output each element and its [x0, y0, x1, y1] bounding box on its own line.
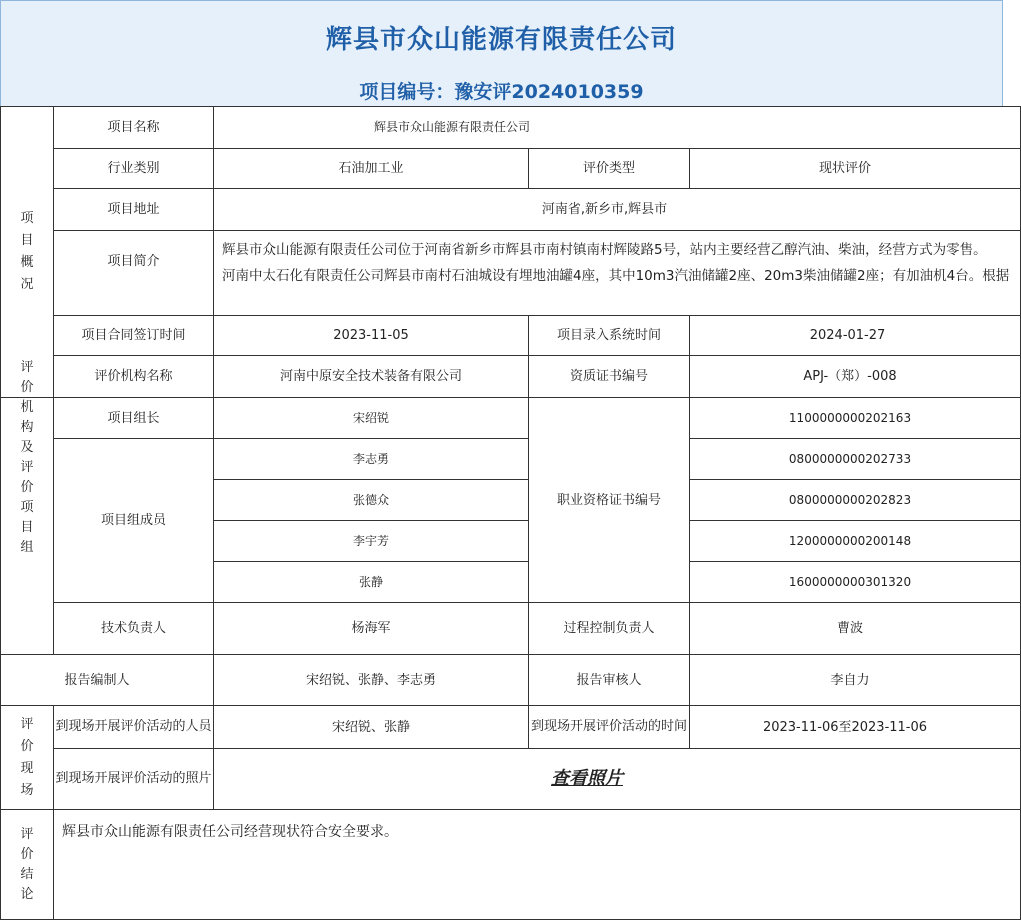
section-overview: 项目概况 [1, 107, 54, 398]
table-row [1, 398, 1021, 439]
section-onsite: 评价现场 [1, 706, 54, 810]
label-process-lead: 过程控制负责人 [529, 603, 690, 655]
label-qual-cert: 职业资格证书编号 [529, 398, 690, 603]
label-reviewer: 报告审核人 [529, 655, 690, 706]
label-onsite-time: 到现场开展评价活动的时间 [529, 706, 690, 749]
table-row [1, 655, 1021, 706]
value-eval-type: 现状评价 [690, 149, 1021, 189]
table-row [1, 356, 1021, 398]
label-intro: 项目简介 [54, 231, 214, 316]
view-photos-link[interactable]: 查看照片 [551, 767, 623, 789]
label-project-name: 项目名称 [54, 107, 214, 149]
label-leader: 项目组长 [54, 398, 214, 439]
label-industry: 行业类别 [54, 149, 214, 189]
value-member-cert: 0800000000202733 [690, 439, 1021, 480]
label-agency-name: 评价机构名称 [54, 356, 214, 398]
label-entry-time: 项目录入系统时间 [529, 316, 690, 356]
table-row [1, 316, 1021, 356]
value-entry-time: 2024-01-27 [690, 316, 1021, 356]
value-onsite-people: 宋绍锐、张静 [214, 706, 529, 749]
intro-line: 河南中太石化有限责任公司辉县市南村石油城设有埋地油罐4座，其中10m3汽油储罐2座、20m3柴油储罐2座；有加油机4台。根据 [222, 268, 1010, 284]
label-eval-type: 评价类型 [529, 149, 690, 189]
label-contract-time: 项目合同签订时间 [54, 316, 214, 356]
label-tech-lead: 技术负责人 [54, 603, 214, 655]
value-compiler: 宋绍锐、张静、李志勇 [214, 655, 529, 706]
table-row [1, 749, 1021, 810]
value-member-cert: 1600000000301320 [690, 562, 1021, 603]
value-member-cert: 1200000000200148 [690, 521, 1021, 562]
section-agency: 评价机构及评价项目组 [1, 398, 54, 655]
table-row [1, 107, 1021, 149]
value-intro [214, 231, 1021, 316]
label-onsite-photos: 到现场开展评价活动的照片 [54, 749, 214, 810]
value-member-name: 李志勇 [214, 439, 529, 480]
table-row [1, 189, 1021, 231]
value-leader: 宋绍锐 [214, 398, 529, 439]
company-title: 辉县市众山能源有限责任公司 [325, 25, 677, 55]
table-row [1, 603, 1021, 655]
value-reviewer: 李自力 [690, 655, 1021, 706]
table-row [1, 149, 1021, 189]
photo-cell [214, 749, 1021, 810]
label-address: 项目地址 [54, 189, 214, 231]
value-leader-cert: 1100000000202163 [690, 398, 1021, 439]
label-cert-no: 资质证书编号 [529, 356, 690, 398]
value-conclusion: 辉县市众山能源有限责任公司经营现状符合安全要求。 [54, 810, 1021, 920]
value-project-name: 辉县市众山能源有限责任公司 [214, 107, 1021, 149]
table-row [1, 231, 1021, 316]
section-conclusion: 评价结论 [1, 810, 54, 920]
table-row [1, 706, 1021, 749]
table-row [1, 810, 1021, 920]
value-tech-lead: 杨海军 [214, 603, 529, 655]
value-cert-no: APJ-（郑）-008 [690, 356, 1021, 398]
value-member-name: 李宇芳 [214, 521, 529, 562]
project-info-table [0, 106, 1021, 398]
value-contract-time: 2023-11-05 [214, 316, 529, 356]
value-member-name: 张德众 [214, 480, 529, 521]
value-member-name: 张静 [214, 562, 529, 603]
value-industry: 石油加工业 [214, 149, 529, 189]
intro-line: 辉县市众山能源有限责任公司位于河南省新乡市辉县市南村镇南村辉陵路5号，站内主要经营乙醇汽油、柴油，经营方式为零售。 [222, 242, 987, 258]
label-compiler: 报告编制人 [1, 655, 214, 706]
value-address: 河南省,新乡市,辉县市 [214, 189, 1021, 231]
label-members: 项目组成员 [54, 439, 214, 603]
value-process-lead: 曹波 [690, 603, 1021, 655]
value-agency-name: 河南中原安全技术装备有限公司 [214, 356, 529, 398]
value-onsite-time: 2023-11-06至2023-11-06 [690, 706, 1021, 749]
value-member-cert: 0800000000202823 [690, 480, 1021, 521]
table-row [1, 439, 1021, 480]
label-onsite-people: 到现场开展评价活动的人员 [54, 706, 214, 749]
header-banner [0, 0, 1003, 107]
project-number: 项目编号：豫安评2024010359 [359, 81, 644, 103]
